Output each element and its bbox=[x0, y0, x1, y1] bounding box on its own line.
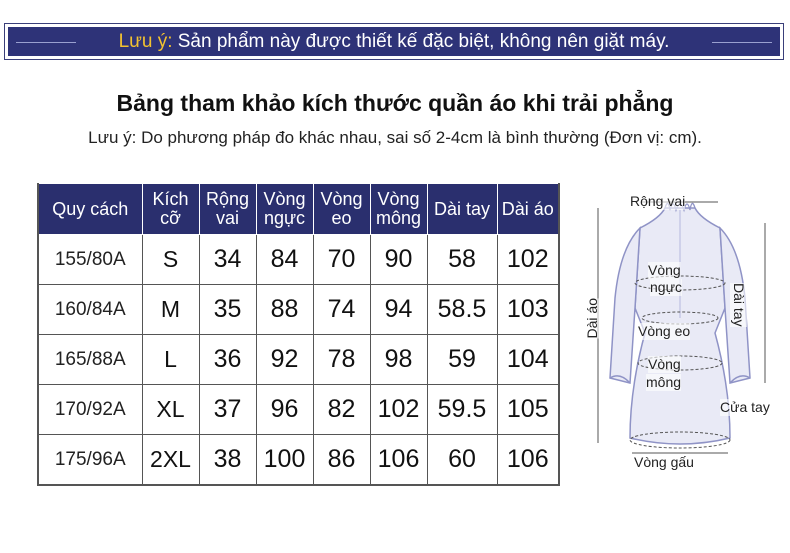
label-cua-tay: Cửa tay bbox=[720, 399, 770, 415]
cell-spec: 165/88A bbox=[38, 335, 142, 385]
header-spec bbox=[38, 184, 142, 235]
table-row bbox=[38, 235, 559, 285]
cell-size: L bbox=[142, 335, 199, 385]
cell-waist: 70 bbox=[313, 235, 370, 285]
cell-hip: 98 bbox=[370, 335, 427, 385]
cell-size: XL bbox=[142, 385, 199, 435]
header-waist-line1: Vòng bbox=[320, 189, 363, 209]
cell-sleeve: 58 bbox=[427, 235, 497, 285]
header-hip-line2: mông bbox=[375, 208, 422, 228]
cell-size: M bbox=[142, 285, 199, 335]
notice-body: Sản phẩm này được thiết kế đặc biệt, không nên giặt máy. bbox=[172, 30, 670, 52]
header-chest-line2: ngực bbox=[263, 208, 306, 228]
page-subtitle: Lưu ý: Do phương pháp đo khác nhau, sai số 2-4cm là bình thường (Đơn vị: cm). bbox=[88, 128, 702, 147]
cell-size: 2XL bbox=[142, 435, 199, 486]
header-sleeve-line1: Dài tay bbox=[433, 198, 491, 219]
header-size bbox=[142, 184, 199, 235]
header-chest-line1: Vòng bbox=[263, 189, 306, 209]
cell-sleeve: 59 bbox=[427, 335, 497, 385]
cell-length: 102 bbox=[497, 235, 559, 285]
label-vong-nguc-1: Vòng bbox=[648, 262, 681, 278]
table-header-row bbox=[38, 184, 559, 235]
cell-waist: 82 bbox=[313, 385, 370, 435]
table-row bbox=[38, 335, 559, 385]
header-size-line1: Kích bbox=[152, 189, 189, 209]
cell-sleeve: 59.5 bbox=[427, 385, 497, 435]
cell-length: 105 bbox=[497, 385, 559, 435]
cell-chest: 96 bbox=[256, 385, 313, 435]
table-row bbox=[38, 385, 559, 435]
header-size-line2: cỡ bbox=[160, 208, 181, 228]
cell-length: 103 bbox=[497, 285, 559, 335]
header-hip bbox=[370, 184, 427, 235]
header-shoulder-line2: vai bbox=[215, 208, 239, 228]
label-vong-eo: Vòng eo bbox=[638, 323, 691, 339]
dress-diagram bbox=[580, 188, 780, 478]
cell-length: 106 bbox=[497, 435, 559, 486]
cell-waist: 74 bbox=[313, 285, 370, 335]
label-dai-ao: Dài áo bbox=[584, 298, 600, 339]
header-spec-line1: Quy cách bbox=[52, 198, 129, 219]
header-waist-line2: eo bbox=[331, 208, 352, 228]
cell-chest: 88 bbox=[256, 285, 313, 335]
page-title: Bảng tham khảo kích thước quần áo khi trải phẳng bbox=[116, 90, 674, 116]
header-sleeve bbox=[427, 184, 497, 235]
cell-spec: 160/84A bbox=[38, 285, 142, 335]
label-vong-mong-1: Vòng bbox=[648, 356, 681, 372]
cell-hip: 102 bbox=[370, 385, 427, 435]
header-chest bbox=[256, 184, 313, 235]
cell-chest: 100 bbox=[256, 435, 313, 486]
label-vong-mong-2: mông bbox=[646, 374, 682, 390]
header-waist bbox=[313, 184, 370, 235]
label-rong-vai: Rộng vai bbox=[630, 193, 686, 209]
table-body bbox=[38, 235, 559, 486]
notice-banner-inner bbox=[8, 27, 780, 56]
cell-chest: 84 bbox=[256, 235, 313, 285]
cell-waist: 78 bbox=[313, 335, 370, 385]
cell-shoulder: 35 bbox=[199, 285, 256, 335]
cell-hip: 94 bbox=[370, 285, 427, 335]
cell-sleeve: 60 bbox=[427, 435, 497, 486]
header-shoulder bbox=[199, 184, 256, 235]
label-dai-tay: Dài tay bbox=[731, 283, 747, 327]
label-vong-nguc-2: ngực bbox=[650, 279, 682, 295]
cell-shoulder: 36 bbox=[199, 335, 256, 385]
cell-shoulder: 37 bbox=[199, 385, 256, 435]
cell-sleeve: 58.5 bbox=[427, 285, 497, 335]
notice-prefix: Lưu ý: bbox=[118, 30, 173, 52]
cell-shoulder: 38 bbox=[199, 435, 256, 486]
header-hip-line1: Vòng bbox=[377, 189, 420, 209]
cell-spec: 170/92A bbox=[38, 385, 142, 435]
label-vong-gau: Vòng gấu bbox=[634, 454, 694, 470]
cell-chest: 92 bbox=[256, 335, 313, 385]
notice-banner bbox=[4, 23, 784, 60]
cell-length: 104 bbox=[497, 335, 559, 385]
table-row bbox=[38, 285, 559, 335]
table-row bbox=[38, 435, 559, 486]
header-shoulder-line1: Rộng bbox=[205, 189, 250, 209]
cell-spec: 155/80A bbox=[38, 235, 142, 285]
header-length-line1: Dài áo bbox=[501, 198, 554, 219]
size-table bbox=[37, 183, 560, 486]
cell-spec: 175/96A bbox=[38, 435, 142, 486]
cell-hip: 90 bbox=[370, 235, 427, 285]
cell-waist: 86 bbox=[313, 435, 370, 486]
dress-left-sleeve bbox=[610, 228, 640, 383]
cell-shoulder: 34 bbox=[199, 235, 256, 285]
header-length bbox=[497, 184, 559, 235]
notice-text bbox=[119, 31, 670, 53]
cell-size: S bbox=[142, 235, 199, 285]
cell-hip: 106 bbox=[370, 435, 427, 486]
